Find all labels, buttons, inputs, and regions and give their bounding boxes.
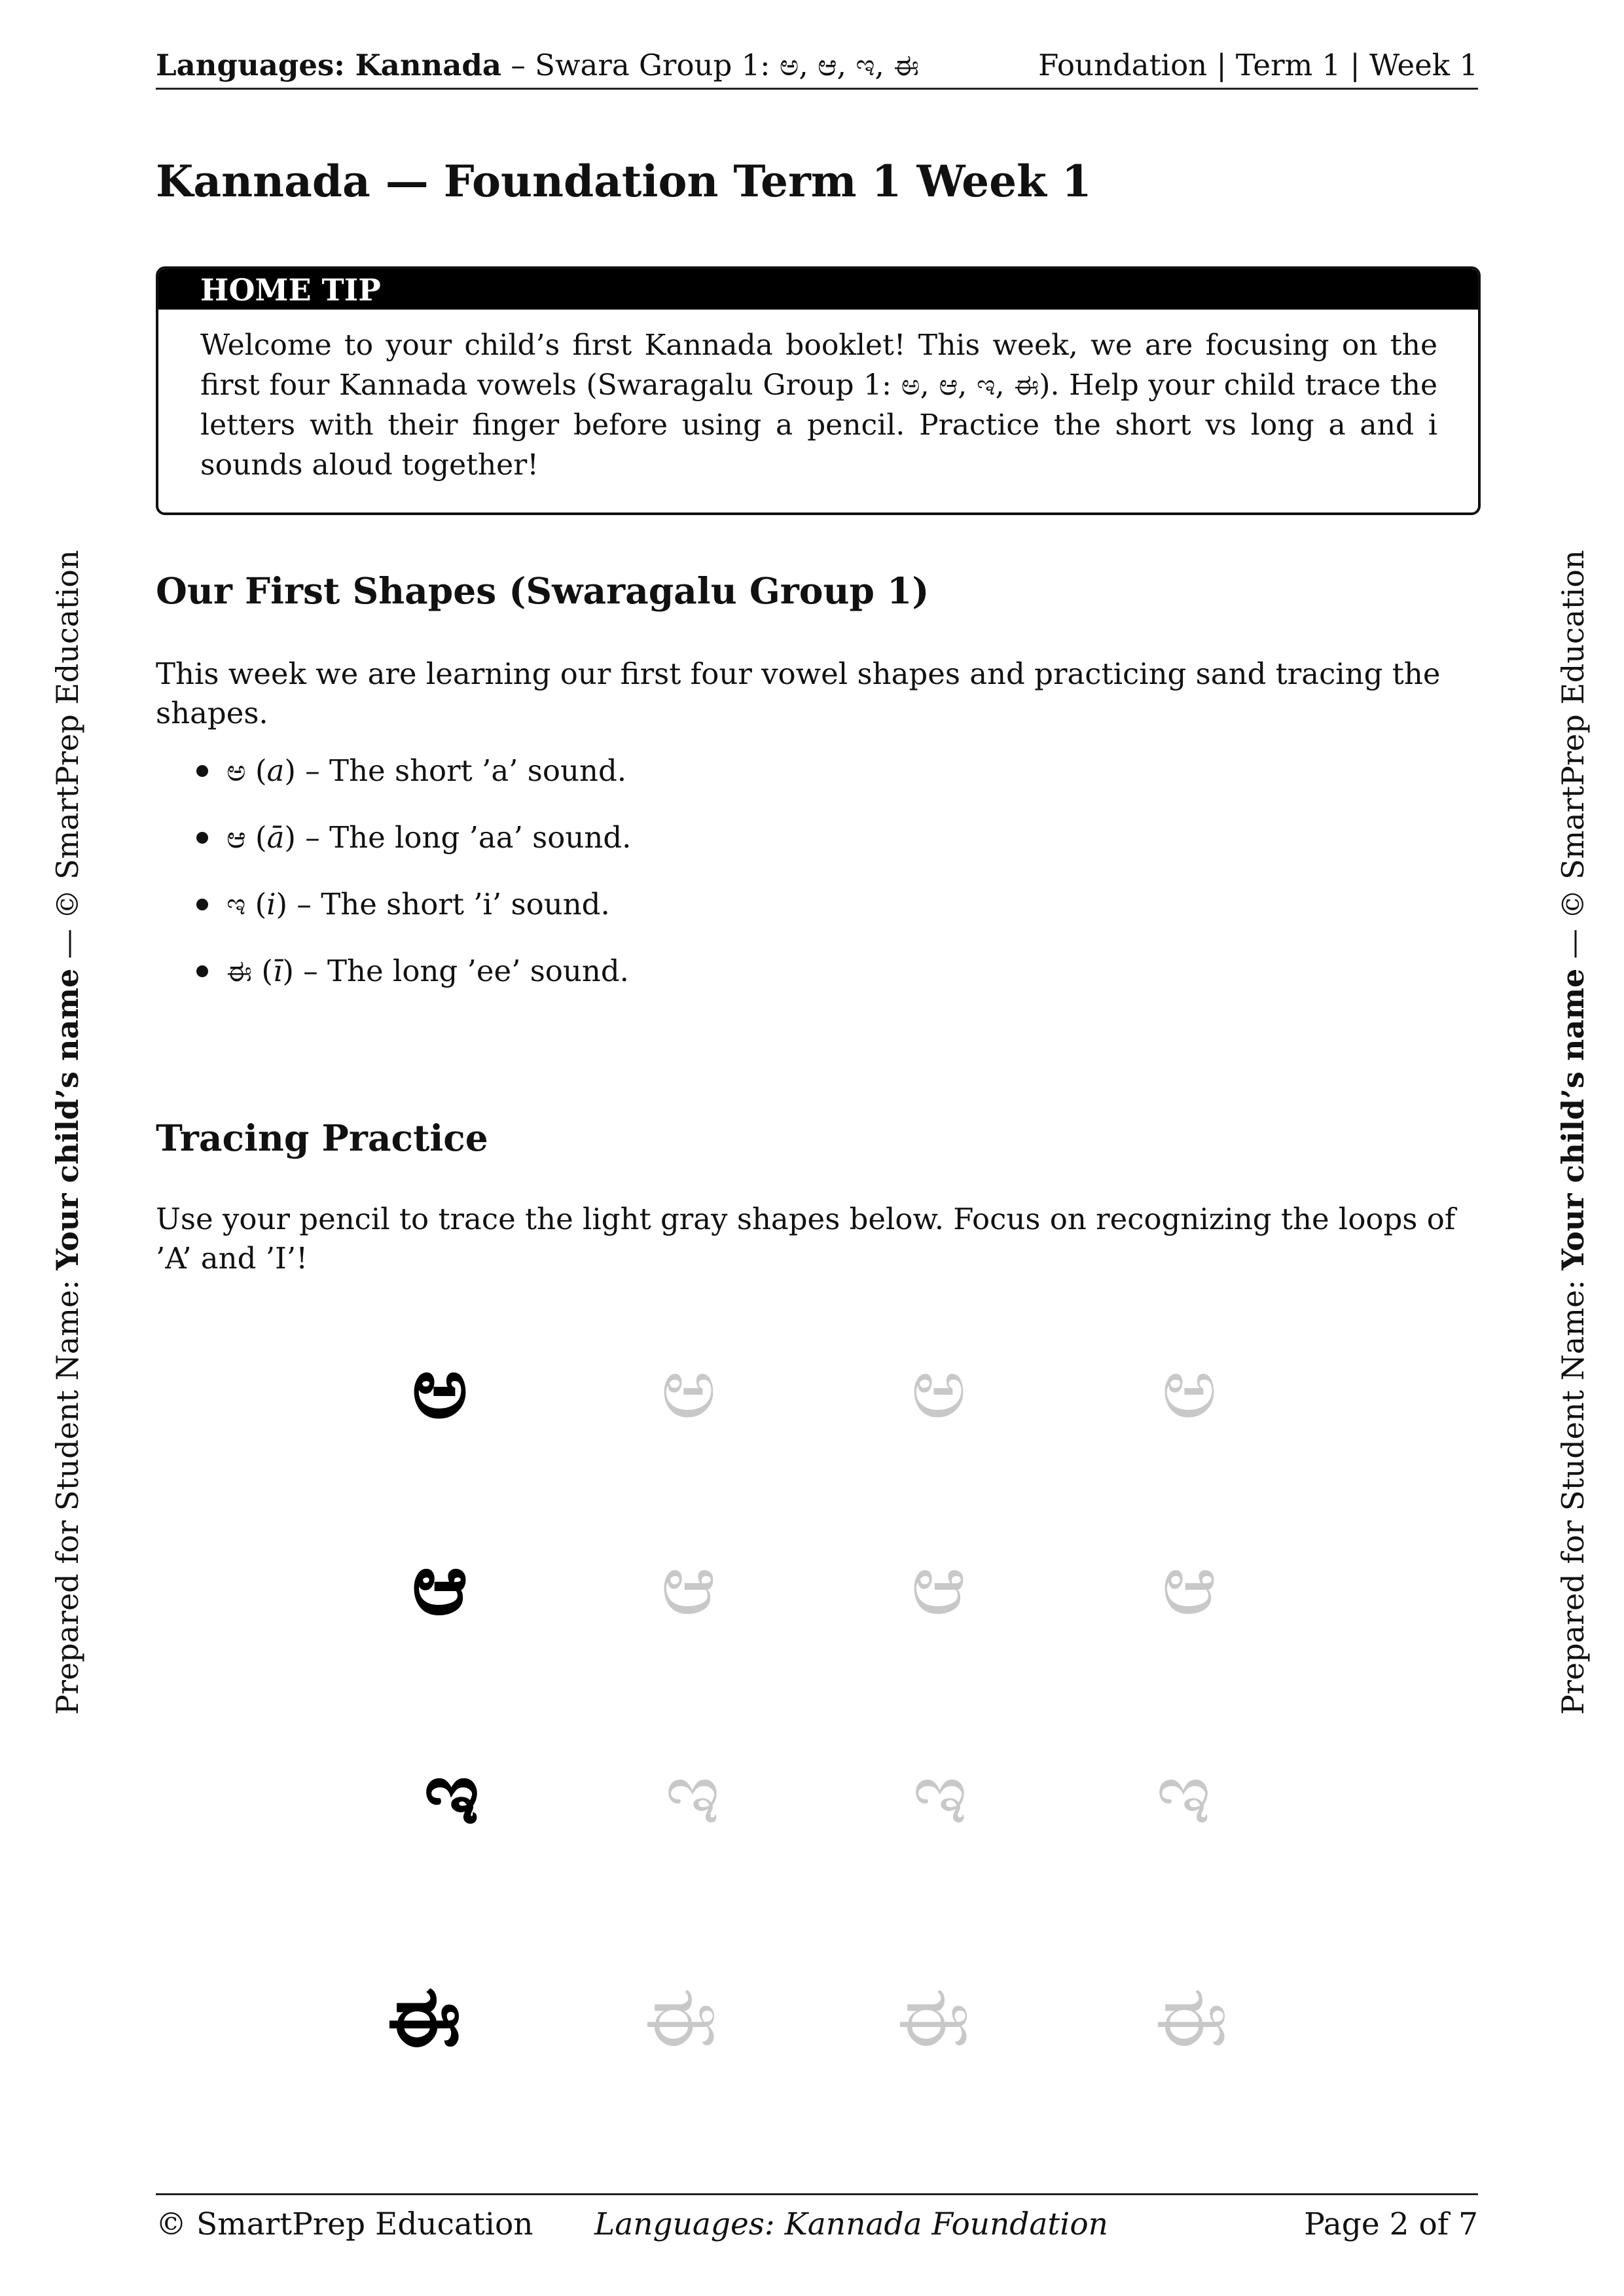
trace-letter[interactable]: ಆ: [1161, 1534, 1218, 1634]
header-subject: Languages: Kannada: [156, 48, 502, 82]
home-tip-box: [156, 266, 1481, 515]
model-letter: ಈ: [387, 1966, 461, 2066]
trace-row: [0, 1964, 1624, 2068]
vowel-description: – The long ’ee’ sound.: [303, 954, 629, 988]
vowel-list: [196, 751, 631, 1018]
trace-letter[interactable]: ಇ: [664, 1744, 721, 1843]
page-header: [156, 43, 1478, 90]
model-letter: ಇ: [424, 1744, 480, 1843]
side-label-name: Your child’s name: [1555, 968, 1591, 1270]
header-term-info: Foundation | Term 1 | Week 1: [1038, 48, 1478, 82]
vowel-letter: ಆ: [226, 820, 246, 855]
side-label-suffix: — © SmartPrep Education: [50, 550, 85, 969]
footer-course: Languages: Kannada Foundation: [594, 2206, 1108, 2242]
model-letter: ಆ: [412, 1534, 468, 1634]
trace-letter[interactable]: ಅ: [911, 1338, 967, 1437]
side-label-prefix: Prepared for Student Name:: [1555, 1270, 1591, 1715]
vowel-letter: ಇ: [226, 887, 246, 922]
home-tip-heading: HOME TIP: [158, 269, 1478, 310]
side-label-name: Your child’s name: [50, 968, 85, 1270]
trace-letter[interactable]: ಈ: [643, 1966, 718, 2066]
trace-letter[interactable]: ಆ: [660, 1534, 717, 1634]
trace-letter[interactable]: ಇ: [912, 1744, 968, 1843]
page-footer: [156, 2193, 1478, 2254]
shapes-intro: This week we are learning our first four vowel shapes and practicing sand tracing the shapes.: [156, 656, 1441, 730]
trace-row: [0, 1741, 1624, 1846]
page-title: Kannada — Foundation Term 1 Week 1: [156, 156, 1092, 207]
shapes-section-title: Our First Shapes (Swaragalu Group 1): [156, 569, 929, 612]
trace-letter[interactable]: ಆ: [911, 1534, 967, 1634]
footer-page-number: Page 2 of 7: [1304, 2206, 1478, 2242]
tracing-section-title: Tracing Practice: [156, 1117, 488, 1159]
vowel-letter: ಈ: [226, 954, 253, 988]
footer-copyright: © SmartPrep Education: [156, 2206, 533, 2242]
list-item: ಆ (ā) – The long ’aa’ sound.: [196, 818, 631, 885]
side-label-prefix: Prepared for Student Name:: [50, 1270, 85, 1715]
list-item: ಇ (i) – The short ’i’ sound.: [196, 885, 631, 952]
bullet-icon: [196, 899, 208, 910]
vowel-translit: a: [266, 753, 285, 788]
bullet-icon: [196, 832, 208, 844]
side-label-suffix: — © SmartPrep Education: [1555, 550, 1591, 969]
model-letter: ಅ: [412, 1338, 468, 1437]
list-item: ಈ (ī) – The long ’ee’ sound.: [196, 952, 631, 1018]
vowel-description: – The long ’aa’ sound.: [305, 820, 632, 855]
vowel-translit: ā: [266, 820, 285, 855]
vowel-translit: i: [266, 887, 276, 922]
trace-row: [0, 1532, 1624, 1636]
trace-letter[interactable]: ಈ: [896, 1966, 971, 2066]
vowel-description: – The short ’a’ sound.: [305, 753, 627, 788]
trace-letter[interactable]: ಈ: [1154, 1966, 1229, 2066]
home-tip-text: Welcome to your child’s first Kannada booklet! This week, we are focusing on the first four Kannada vowels (Swaragalu Group 1: ಅ, ಆ, ಇ, ಈ). Help your child trace the letters with their finger before using a pencil. Practice the short vs long a and i sounds aloud together!: [200, 329, 1437, 482]
bullet-icon: [196, 965, 208, 977]
trace-letter[interactable]: ಅ: [660, 1338, 717, 1437]
trace-letter[interactable]: ಇ: [1155, 1744, 1212, 1843]
trace-row: [0, 1335, 1624, 1440]
vowel-description: – The short ’i’ sound.: [297, 887, 610, 922]
header-subject-topic: [156, 43, 919, 88]
header-topic: – Swara Group 1: ಅ, ಆ, ಇ, ಈ: [511, 48, 920, 82]
tracing-instructions: Use your pencil to trace the light gray shapes below. Focus on recognizing the loops of ’A’ and ’I’!: [156, 1202, 1456, 1276]
bullet-icon: [196, 765, 208, 777]
list-item: ಅ (a) – The short ’a’ sound.: [196, 751, 631, 818]
vowel-letter: ಅ: [226, 753, 246, 788]
vowel-translit: ī: [272, 954, 283, 988]
trace-letter[interactable]: ಅ: [1161, 1338, 1218, 1437]
